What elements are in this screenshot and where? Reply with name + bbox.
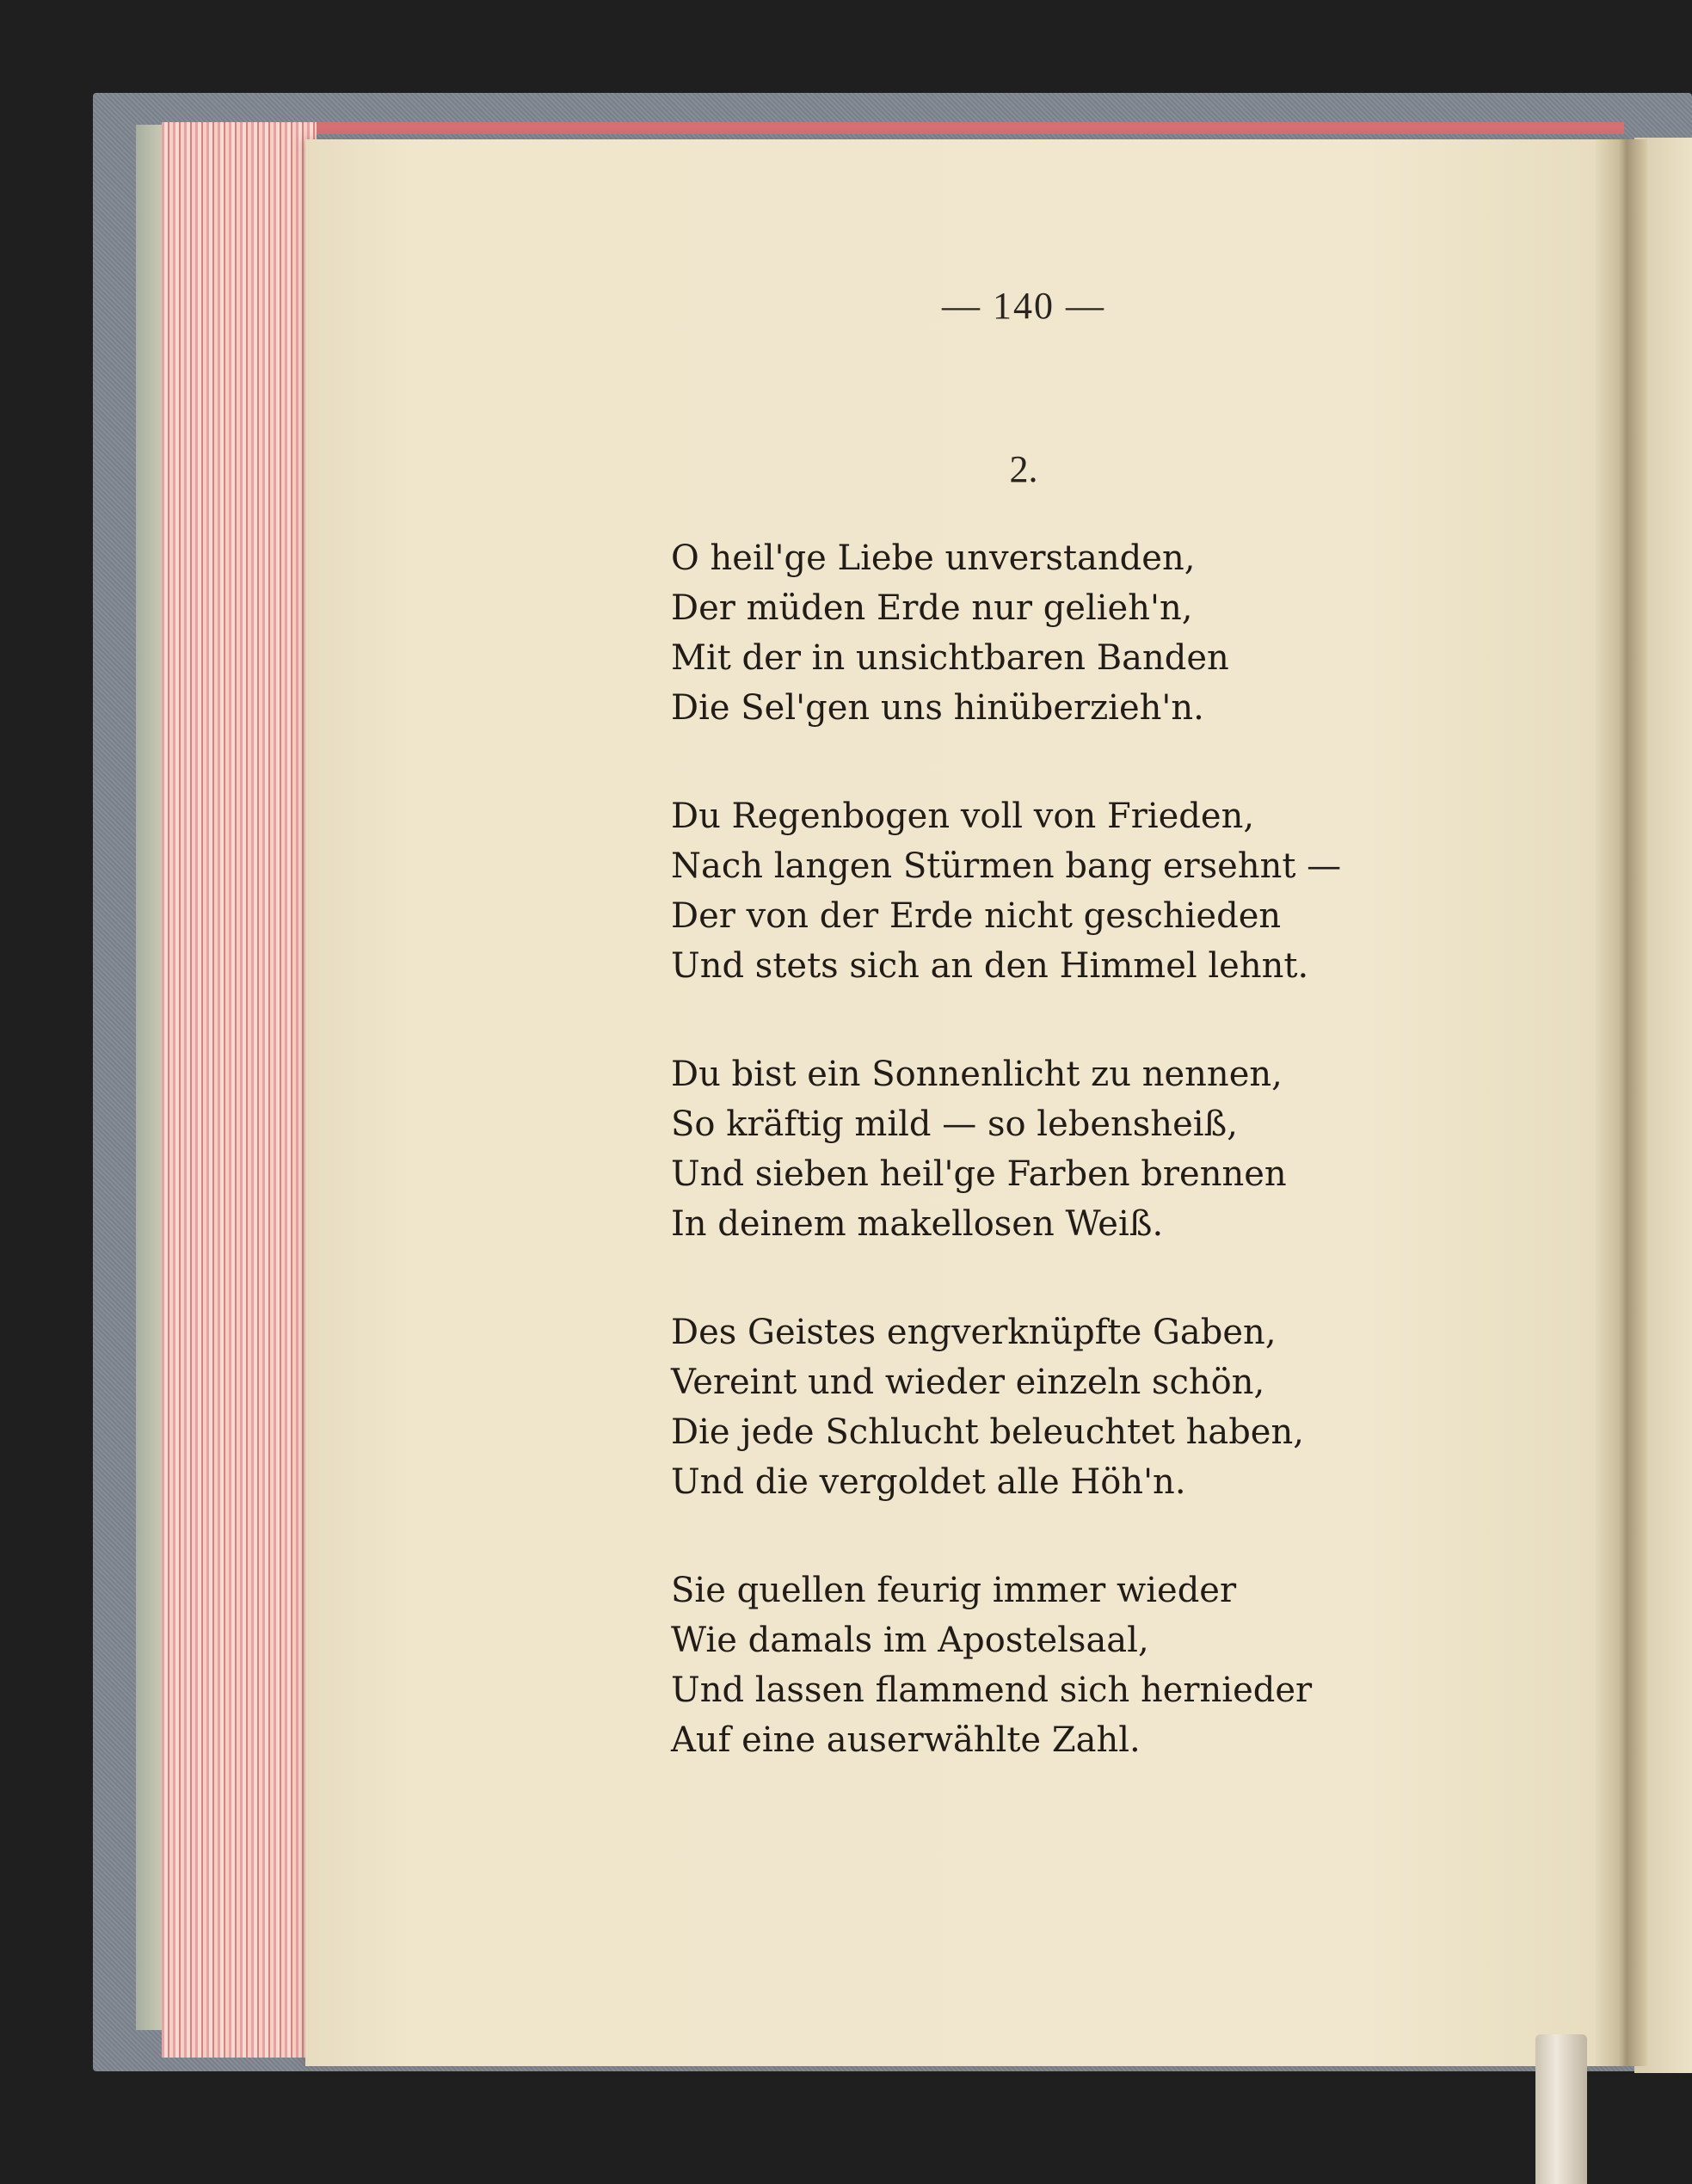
bookmark-ribbon bbox=[1535, 2034, 1587, 2184]
poem-line: Und sieben heil'ge Farben brennen bbox=[671, 1154, 1287, 1194]
poem-line: Nach langen Stürmen bang ersehnt — bbox=[671, 846, 1342, 886]
poem-line: Sie quellen feurig immer wieder bbox=[671, 1571, 1237, 1610]
stanza-3 bbox=[671, 1049, 1531, 1249]
poem-line: Und lassen flammend sich hernieder bbox=[671, 1670, 1313, 1710]
page-block-top-edge bbox=[162, 122, 1624, 134]
poem bbox=[671, 533, 1531, 1824]
poem-line: Wie damals im Apostelsaal, bbox=[671, 1621, 1149, 1660]
poem-line: Der müden Erde nur gelieh'n, bbox=[671, 588, 1193, 628]
stanza-1 bbox=[671, 533, 1531, 733]
stanza-4 bbox=[671, 1307, 1531, 1507]
stanza-2 bbox=[671, 791, 1531, 991]
poem-line: In deinem makellosen Weiß. bbox=[671, 1204, 1164, 1244]
poem-line: Die Sel'gen uns hinüberzieh'n. bbox=[671, 688, 1204, 728]
poem-line: Mit der in unsichtbaren Banden bbox=[671, 638, 1229, 678]
section-number: 2. bbox=[1009, 448, 1038, 490]
poem-line: Du Regenbogen voll von Frieden, bbox=[671, 797, 1255, 836]
poem-line: Und die vergoldet alle Höh'n. bbox=[671, 1462, 1186, 1502]
page-edges bbox=[162, 122, 317, 2058]
poem-line: Du bist ein Sonnenlicht zu nennen, bbox=[671, 1055, 1283, 1094]
poem-line: Der von der Erde nicht geschieden bbox=[671, 896, 1282, 936]
poem-line: So kräftig mild — so lebensheiß, bbox=[671, 1104, 1238, 1144]
poem-line: O heil'ge Liebe unverstanden, bbox=[671, 538, 1196, 578]
poem-line: Die jede Schlucht beleuchtet haben, bbox=[671, 1412, 1304, 1452]
stanza-5 bbox=[671, 1566, 1531, 1765]
poem-line: Und stets sich an den Himmel lehnt. bbox=[671, 946, 1309, 986]
page-gutter bbox=[1596, 139, 1647, 2066]
page-number: — 140 — bbox=[942, 285, 1105, 327]
poem-line: Des Geistes engverknüpfte Gaben, bbox=[671, 1313, 1277, 1352]
poem-line: Auf eine auserwählte Zahl. bbox=[671, 1720, 1141, 1760]
poem-line: Vereint und wieder einzeln schön, bbox=[671, 1363, 1265, 1402]
